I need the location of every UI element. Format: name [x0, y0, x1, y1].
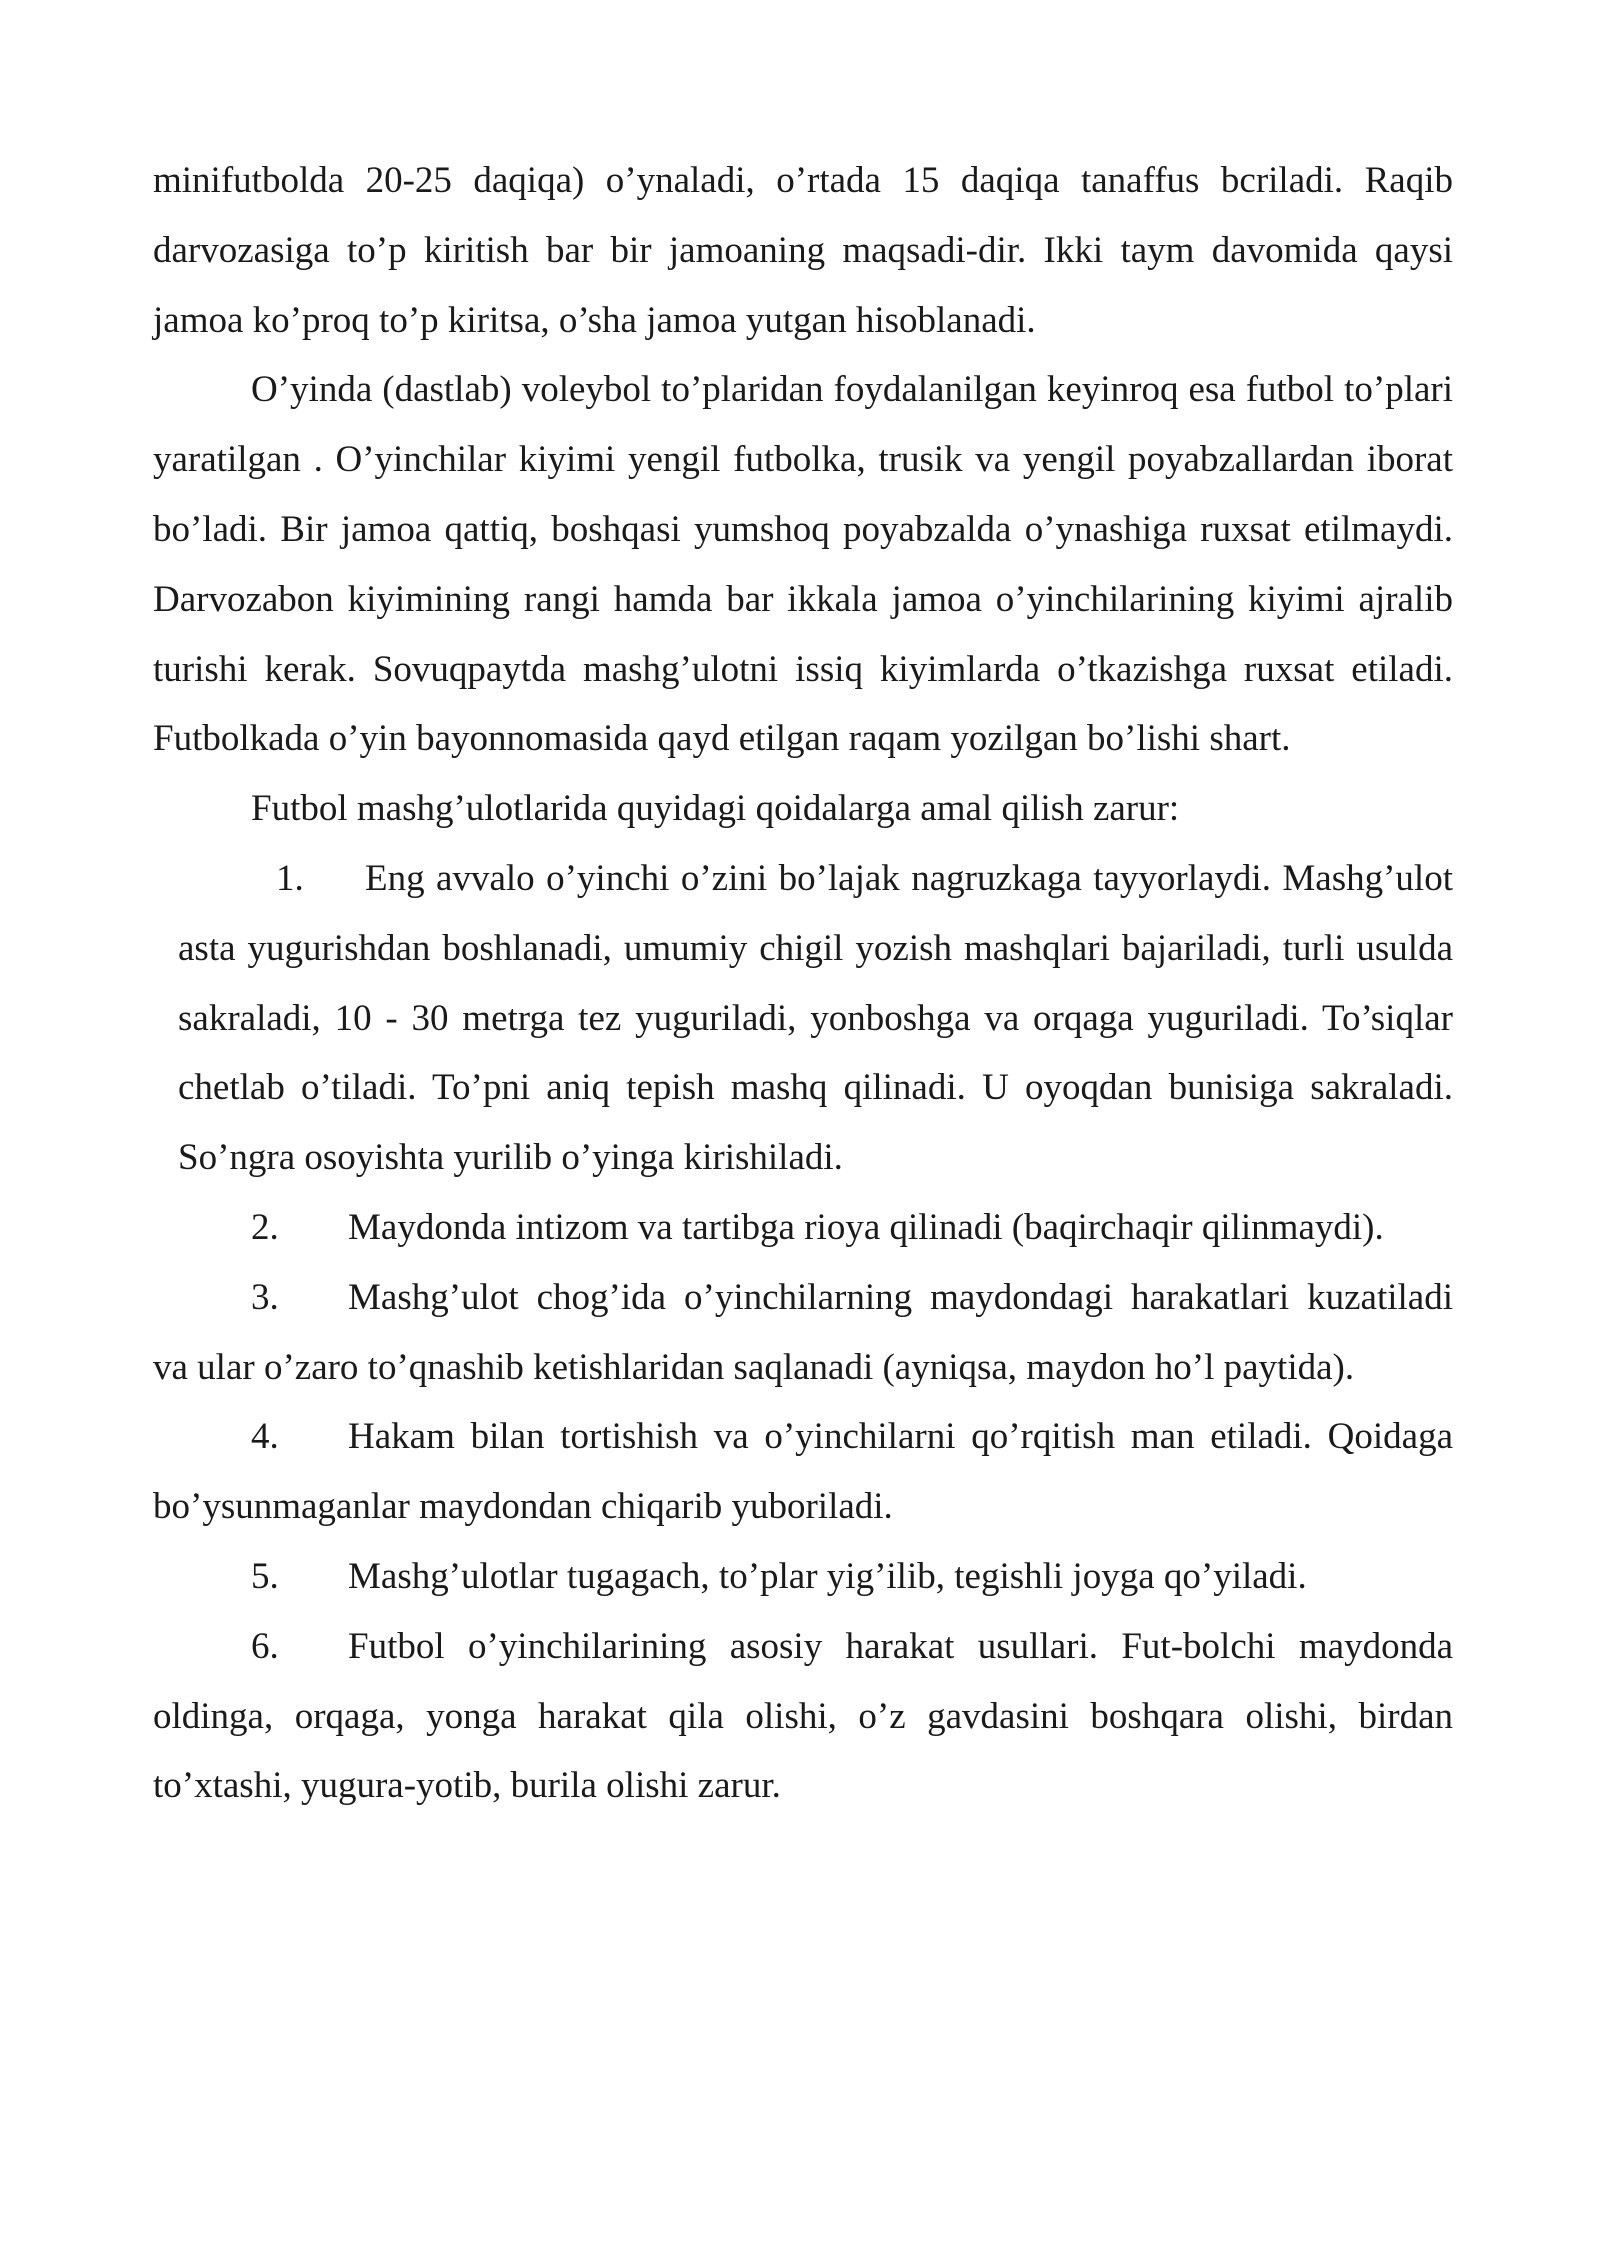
- paragraph-continuation: minifutbolda 20-25 daqiqa) o’ynaladi, o’rtada 15 daqiqa tanaffus bcriladi. Raqib darvozasiga to’p kiritish bar bir jamoaning maqsadi-dir. Ikki taym davomida qaysi jamoa ko’proq to’p kiritsa, o’sha jamoa yutgan hisoblanadi.: [153, 160, 1453, 341]
- paragraph-equipment: O’yinda (dastlab) voleybol to’plaridan foydalanilgan keyinroq esa futbol to’plari yaratilgan . O’yinchilar kiyimi yengil futbolka, trusik va yengil poyabzallardan iborat bo’ladi. Bir jamoa qattiq, boshqasi yumshoq poyabzalda o’ynashiga ruxsat etilmaydi. Darvozabon kiyimining rangi hamda bar ikkala jamoa o’yinchilarining kiyimi ajralib turishi kerak. Sovuqpaytda mashg’ulotni issiq kiyimlarda o’tkazishga ruxsat etiladi. Futbolkada o’yin bayonnomasida qayd etilgan raqam yozilgan bo’lishi shart.: [153, 369, 1453, 760]
- list-item-text: Futbol o’yinchilarining asosiy harakat usullari. Fut-bolchi maydonda oldinga, orqaga, yonga harakat qila olishi, o’z gavdasini boshqara olishi, birdan to’xtashi, yugura-yotib, burila olishi zarur.: [153, 1625, 1453, 1807]
- document-body: [153, 146, 1453, 1821]
- list-item-number: 4.: [251, 1416, 279, 1458]
- list-item-text: Mashg’ulotlar tugagach, to’plar yig’ilib, tegishli joyga qo’yiladi.: [348, 1555, 1307, 1597]
- list-item: [153, 1263, 1453, 1403]
- list-item-text: Maydonda intizom va tartibga rioya qilinadi (baqirchaqir qilinmaydi).: [348, 1206, 1384, 1248]
- list-item: [153, 1542, 1453, 1612]
- list-item-text: Eng avvalo o’yinchi o’zini bo’lajak nagruzkaga tayyorlaydi. Mashg’ulot asta yugurishdan boshlanadi, umumiy chigil yozish mashqlari bajariladi, turli usulda sakraladi, 10 - 30 metrga tez yuguriladi, yonboshga va orqaga yuguriladi. To’siqlar chetlab o’tiladi. To’pni aniq tepish mashq qilinadi. U oyoqdan bunisiga sakraladi. So’ngra osoyishta yurilib o’yinga kirishiladi.: [178, 857, 1453, 1179]
- list-item-text: Hakam bilan tortishish va o’yinchilarni qo’rqitish man etiladi. Qoidaga bo’ysunmaganlar maydondan chiqarib yuboriladi.: [153, 1416, 1453, 1528]
- list-item: [153, 1612, 1453, 1821]
- list-item-number: 3.: [251, 1276, 279, 1318]
- list-item-number: 6.: [251, 1625, 279, 1667]
- list-item: [153, 1193, 1453, 1263]
- list-item: [153, 844, 1453, 1193]
- list-item: [153, 1402, 1453, 1542]
- paragraph-rules-intro: Futbol mashg’ulotlarida quyidagi qoidalarga amal qilish zarur:: [251, 788, 1180, 830]
- list-item-number: 2.: [251, 1206, 279, 1248]
- list-item-number: 1.: [276, 857, 304, 899]
- list-item-number: 5.: [251, 1555, 279, 1597]
- list-item-text: Mashg’ulot chog’ida o’yinchilarning maydondagi harakatlari kuzatiladi va ular o’zaro to’qnashib ketishlaridan saqlanadi (ayniqsa, maydon ho’l paytida).: [153, 1276, 1453, 1388]
